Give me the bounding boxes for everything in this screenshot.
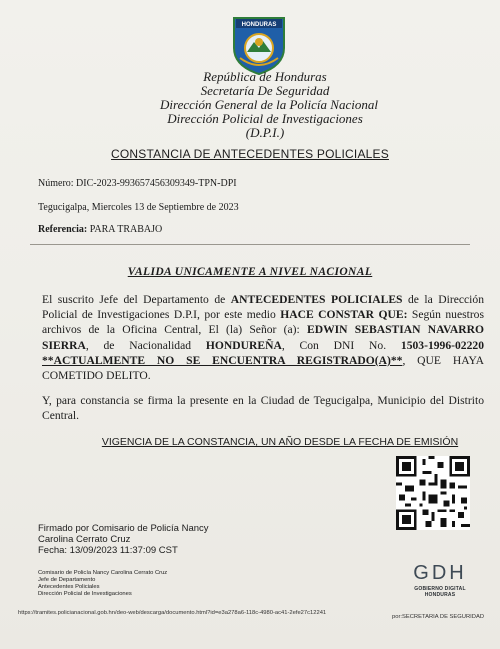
body-text: , QUE HAYA COMETIDO DELITO. bbox=[42, 353, 484, 383]
body-text: , Con DNI No. bbox=[281, 338, 401, 352]
body-text: El suscrito Jefe del Departamento de bbox=[42, 293, 231, 306]
header-line-dpi: (D.P.I.) bbox=[245, 125, 285, 140]
nationality: HONDUREÑA bbox=[205, 338, 282, 352]
verification-url-link[interactable]: https://tramites.policianacional.gob.hn/deo-web/descarga/documento.html?id=e3a278a6-118c-4980-ac41-2efe27c12241 bbox=[18, 610, 327, 616]
numero-value: DIC-2023-993657456309349-TPN-DPI bbox=[76, 178, 237, 189]
signature-line: Carolina Cerrato Cruz bbox=[38, 534, 131, 545]
emblem-text: HONDURAS bbox=[241, 22, 277, 28]
dni-number: 1503-1996-02220 bbox=[400, 338, 484, 352]
body-text: Según nuestros archivos de la Oficina Central, El (la) Señor (a): bbox=[42, 308, 484, 337]
document-reference bbox=[38, 224, 162, 235]
gdh-subtitle: GOBIERNO DIGITAL HONDURAS bbox=[414, 586, 466, 598]
divider bbox=[30, 244, 470, 245]
signature-line: Firmado por Comisario de Policía Nancy bbox=[38, 523, 209, 534]
certification-paragraph bbox=[42, 292, 484, 383]
header-line-secretaria: Secretaría De Seguridad bbox=[200, 83, 330, 98]
signer-direction: Dirección Policial de Investigaciones bbox=[38, 591, 132, 597]
referencia-label: Referencia: bbox=[38, 224, 88, 235]
signer-role: Jefe de Departamento bbox=[38, 577, 96, 583]
vigencia-notice: VIGENCIA DE LA CONSTANCIA, UN AÑO DESDE LA FECHA DE EMISIÓN bbox=[101, 436, 459, 448]
referencia-value: PARA TRABAJO bbox=[89, 224, 163, 235]
body-text: de la Dirección Policial de Investigaciones D.P.I, por este medio bbox=[42, 293, 484, 322]
validity-notice: VALIDA UNICAMENTE A NIVEL NACIONAL bbox=[127, 266, 373, 278]
police-emblem-icon bbox=[232, 14, 286, 76]
header-line-direccion-general: Dirección General de la Policía Nacional bbox=[160, 97, 378, 112]
person-name: EDWIN SEBASTIAN NAVARRO SIERRA bbox=[42, 323, 484, 352]
document-date: Tegucigalpa, Miercoles 13 de Septiembre de 2023 bbox=[38, 202, 239, 213]
numero-label: Número: bbox=[38, 178, 74, 189]
gdh-logo-text: GDH bbox=[413, 562, 467, 584]
signer-name: Comisario de Policía Nancy Carolina Cerrato Cruz bbox=[38, 570, 168, 576]
digital-signature bbox=[38, 523, 209, 556]
record-status: **ACTUALMENTE NO SE ENCUENTRA REGISTRADO(A)** bbox=[42, 353, 403, 367]
header-line-republica: República de Honduras bbox=[203, 69, 327, 84]
document-number bbox=[38, 178, 237, 189]
header-line-direccion-policial: Dirección Policial de Investigaciones bbox=[167, 111, 363, 126]
institution-header bbox=[160, 69, 378, 140]
signature-date: Fecha: 13/09/2023 11:37:09 CST bbox=[38, 545, 178, 556]
signer-details bbox=[38, 570, 167, 598]
signer-department: Antecedentes Policiales bbox=[38, 584, 100, 590]
hace-constar: HACE CONSTAR QUE: bbox=[280, 308, 408, 322]
document-title: CONSTANCIA DE ANTECEDENTES POLICIALES bbox=[111, 147, 389, 161]
signature-paragraph: Y, para constancia se firma la presente en la Ciudad de Tegucigalpa, Municipio del Distrito Central. bbox=[42, 394, 484, 423]
body-text: , de Nacionalidad bbox=[85, 338, 206, 352]
gdh-logo bbox=[400, 562, 480, 598]
qr-code-icon[interactable] bbox=[396, 456, 470, 530]
issuer-footer: por:SECRETARIA DE SEGURIDAD bbox=[392, 614, 485, 620]
department-name: ANTECEDENTES POLICIALES bbox=[230, 293, 403, 306]
